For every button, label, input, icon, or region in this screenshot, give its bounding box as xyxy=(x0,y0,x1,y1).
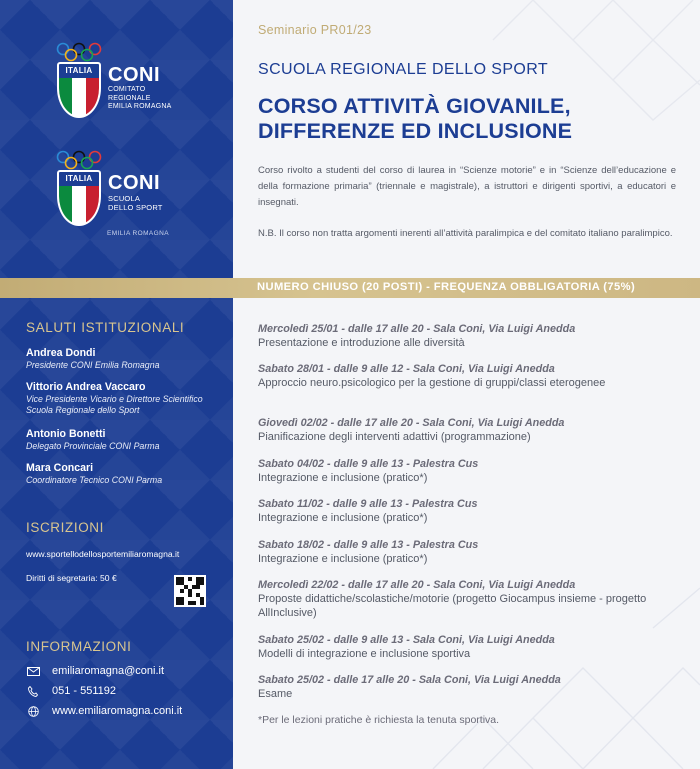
olympic-rings-icon xyxy=(55,42,103,62)
footnote: *Per le lezioni pratiche è richiesta la tenuta sportiva. xyxy=(258,714,500,726)
schedule-item xyxy=(258,673,678,701)
coni-wordmark: CONI xyxy=(108,172,160,194)
schedule-topic: Proposte didattiche/scolastiche/motorie (progetto Giocampus insieme - progetto AllInclusive) xyxy=(258,593,647,619)
logo-subtitle: SCUOLA DELLO SPORT xyxy=(108,194,163,212)
schedule-item xyxy=(258,362,678,390)
schedule-item xyxy=(258,416,678,444)
email-contact[interactable] xyxy=(26,665,164,677)
schedule-date: Mercoledì 25/01 - dalle 17 alle 20 - Sala Coni, Via Luigi Anedda xyxy=(258,323,576,335)
person-entry xyxy=(26,427,226,452)
schedule-topic: Integrazione e inclusione (pratico*) xyxy=(258,512,428,524)
schedule-date: Sabato 28/01 - dalle 9 alle 12 - Sala Coni, Via Luigi Anedda xyxy=(258,363,555,375)
iscrizioni-heading: ISCRIZIONI xyxy=(26,520,105,535)
course-description: Corso rivolto a studenti del corso di laurea in “Scienze motorie” e in “Scienze dell’educazione e della formazione primaria” (triennale e magistrale), a istruttori e dirigenti sportivi, a educatori e insegnati. xyxy=(258,165,676,208)
person-entry xyxy=(26,380,226,416)
person-name: Andrea Dondi xyxy=(26,347,96,359)
globe-icon xyxy=(26,705,40,717)
person-role: Presidente CONI Emilia Romagna xyxy=(26,360,160,370)
schedule-topic: Presentazione e introduzione alle diversità xyxy=(258,337,465,349)
logo-subtitle: COMITATO REGIONALE EMILIA ROMAGNA xyxy=(108,86,172,110)
logo-region: EMILIA ROMAGNA xyxy=(107,230,169,237)
phone-contact[interactable] xyxy=(26,685,116,697)
person-name: Antonio Bonetti xyxy=(26,428,106,440)
schedule-item xyxy=(258,322,678,350)
schedule-date: Mercoledì 22/02 - dalle 17 alle 20 - Sala Coni, Via Luigi Anedda xyxy=(258,579,576,591)
shield-label: ITALIA xyxy=(59,64,99,78)
schedule-topic: Pianificazione degli interventi adattivi (programmazione) xyxy=(258,431,531,443)
saluti-heading: SALUTI ISTITUZIONALI xyxy=(26,320,185,335)
schedule-date: Giovedì 02/02 - dalle 17 alle 20 - Sala Coni, Via Luigi Anedda xyxy=(258,417,565,429)
phone-text: 051 - 551192 xyxy=(52,685,117,697)
schedule-item xyxy=(258,497,678,525)
schedule-topic: Approccio neuro.psicologico per la gestione di gruppi/classi eterogenee xyxy=(258,377,606,389)
person-role: Vice Presidente Vicario e Direttore Scientifico Scuola Regionale dello Sport xyxy=(26,394,203,415)
website-contact[interactable] xyxy=(26,705,182,717)
schedule-topic: Integrazione e inclusione (pratico*) xyxy=(258,553,428,565)
person-name: Vittorio Andrea Vaccaro xyxy=(26,381,146,393)
envelope-icon xyxy=(26,665,40,677)
schedule-topic: Modelli di integrazione e inclusione sportiva xyxy=(258,648,471,660)
schedule-date: Sabato 11/02 - dalle 9 alle 13 - Palestra Cus xyxy=(258,498,478,510)
phone-icon xyxy=(26,685,40,697)
schedule-item xyxy=(258,578,678,620)
school-name: SCUOLA REGIONALE DELLO SPORT xyxy=(258,61,549,78)
fee-text: Diritti di segretaria: 50 € xyxy=(26,573,117,583)
band-text: NUMERO CHIUSO (20 POSTI) - FREQUENZA OBBLIGATORIA (75%) xyxy=(257,281,636,293)
schedule-topic: Esame xyxy=(258,688,293,700)
olympic-rings-icon xyxy=(55,150,103,170)
schedule-topic: Integrazione e inclusione (pratico*) xyxy=(258,472,428,484)
person-role: Coordinatore Tecnico CONI Parma xyxy=(26,475,163,485)
schedule-date: Sabato 25/02 - dalle 17 alle 20 - Sala Coni, Via Luigi Anedda xyxy=(258,674,561,686)
course-note: N.B. Il corso non tratta argomenti inerenti all’attività paralimpica e del comitato italiano paralimpico. xyxy=(258,228,673,239)
registration-link[interactable]: www.sportellodellosportemiliaromagna.it xyxy=(26,549,180,559)
shield-label: ITALIA xyxy=(59,172,99,186)
page-title: CORSO ATTIVITÀ GIOVANILE, DIFFERENZE ED INCLUSIONE xyxy=(258,94,573,143)
schedule-date: Sabato 18/02 - dalle 9 alle 13 - Palestra Cus xyxy=(258,539,479,551)
schedule-item xyxy=(258,457,678,485)
person-name: Mara Concari xyxy=(26,462,94,474)
schedule-item xyxy=(258,538,678,566)
person-entry xyxy=(26,346,226,371)
schedule-date: Sabato 25/02 - dalle 9 alle 13 - Sala Coni, Via Luigi Anedda xyxy=(258,634,555,646)
qr-code xyxy=(174,575,206,607)
email-text: emiliaromagna@coni.it xyxy=(52,665,165,677)
schedule-item xyxy=(258,633,678,661)
informazioni-heading: INFORMAZIONI xyxy=(26,639,132,654)
person-entry xyxy=(26,461,226,486)
info-band xyxy=(0,278,700,298)
schedule-date: Sabato 04/02 - dalle 9 alle 13 - Palestra Cus xyxy=(258,458,479,470)
website-text: www.emiliaromagna.coni.it xyxy=(52,705,183,717)
coni-wordmark: CONI xyxy=(108,64,160,86)
seminar-code: Seminario PR01/23 xyxy=(258,23,372,37)
person-role: Delegato Provinciale CONI Parma xyxy=(26,441,160,451)
